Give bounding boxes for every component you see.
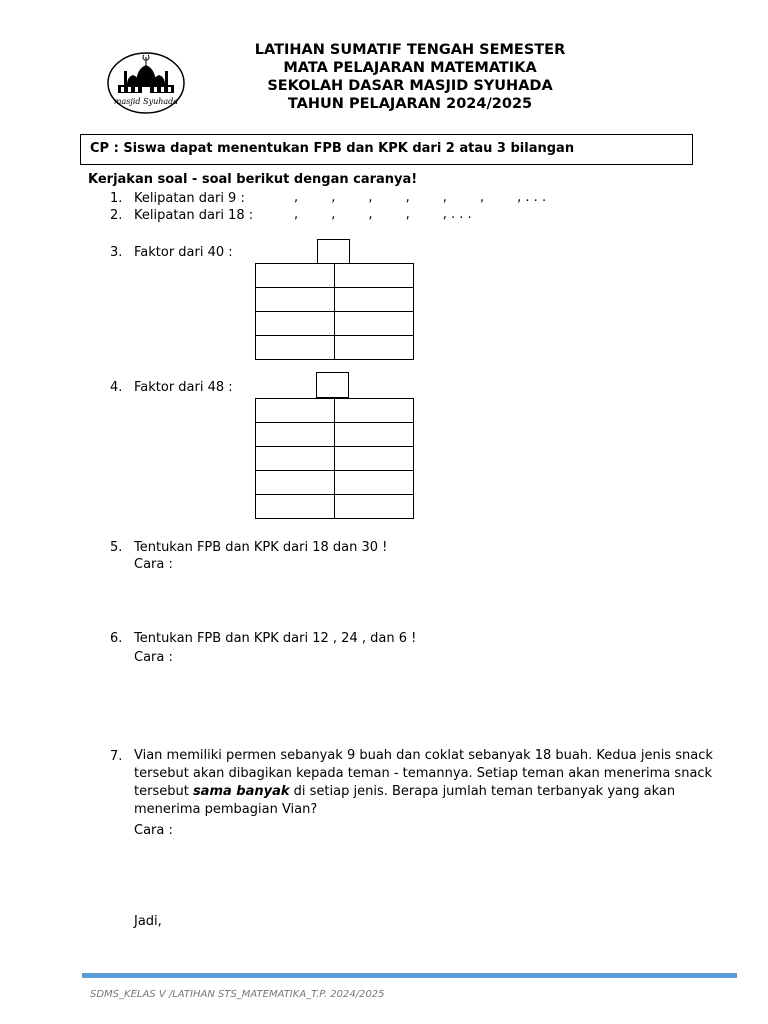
question-2-number: 2. (110, 208, 123, 223)
cp-text: CP : Siswa dapat menentukan FPB dan KPK dari 2 atau 3 bilangan (90, 141, 575, 156)
question-7-number: 7. (110, 749, 123, 764)
question-1-blanks: , , , , , , , . . . (294, 190, 547, 205)
factor-40-table (255, 263, 414, 360)
table-cell[interactable] (335, 288, 414, 312)
factor-40-top-box[interactable] (317, 239, 350, 264)
question-6-text: Tentukan FPB dan KPK dari 12 , 24 , dan 6 ! (134, 631, 417, 646)
table-cell[interactable] (256, 399, 335, 423)
question-6-cara: Cara : (134, 650, 173, 665)
table-cell[interactable] (335, 495, 414, 519)
table-cell[interactable] (335, 336, 414, 360)
question-1-number: 1. (110, 191, 123, 206)
logo-text: masjid Syuhada (113, 97, 179, 106)
question-3-number: 3. (110, 245, 123, 260)
header-title-line3: SEKOLAH DASAR MASJID SYUHADA (267, 78, 553, 94)
table-cell[interactable] (256, 288, 335, 312)
question-5-number: 5. (110, 540, 123, 555)
table-cell[interactable] (335, 447, 414, 471)
footer-divider (82, 973, 737, 978)
factor-48-top-box[interactable] (316, 372, 349, 398)
factor-48-table (255, 398, 414, 519)
question-2-text: Kelipatan dari 18 : (134, 208, 254, 223)
table-cell[interactable] (335, 312, 414, 336)
question-7-cara: Cara : (134, 823, 173, 838)
header-title-line2: MATA PELAJARAN MATEMATIKA (283, 60, 537, 76)
question-7-emphasis: sama banyak (192, 784, 290, 799)
header-title-line1: LATIHAN SUMATIF TENGAH SEMESTER (254, 42, 566, 58)
table-cell[interactable] (335, 471, 414, 495)
question-6-number: 6. (110, 631, 123, 646)
question-7-text-a: Vian memiliki permen sebanyak 9 buah dan coklat sebanyak 18 buah. Kedua jenis snack tersebut akan dibagikan kepada teman - temannya. Setiap teman akan menerima snack tersebut (134, 748, 713, 799)
question-4-number: 4. (110, 380, 123, 395)
header-title-line4: TAHUN PELAJARAN 2024/2025 (287, 96, 533, 112)
table-cell[interactable] (335, 423, 414, 447)
question-7-text (134, 747, 734, 819)
question-5-cara: Cara : (134, 557, 173, 572)
question-7-text-b: di setiap jenis. Berapa jumlah teman terbanyak yang akan menerima pembagian Vian? (134, 784, 676, 817)
table-cell[interactable] (256, 336, 335, 360)
table-cell[interactable] (256, 495, 335, 519)
question-7-jadi: Jadi, (134, 914, 162, 929)
question-5-text: Tentukan FPB dan KPK dari 18 dan 30 ! (134, 540, 388, 555)
instruction: Kerjakan soal - soal berikut dengan caranya! (88, 172, 418, 187)
question-4-text: Faktor dari 48 : (134, 380, 233, 395)
table-cell[interactable] (256, 423, 335, 447)
table-cell[interactable] (335, 264, 414, 288)
table-cell[interactable] (256, 264, 335, 288)
question-3-text: Faktor dari 40 : (134, 245, 233, 260)
table-cell[interactable] (256, 312, 335, 336)
table-cell[interactable] (256, 471, 335, 495)
question-1-text: Kelipatan dari 9 : (134, 191, 245, 206)
footer-text: SDMS_KELAS V /LATIHAN STS_MATEMATIKA_T.P. 2024/2025 (90, 989, 385, 1000)
table-cell[interactable] (256, 447, 335, 471)
question-2-blanks: , , , , , . . . (294, 207, 472, 222)
table-cell[interactable] (335, 399, 414, 423)
